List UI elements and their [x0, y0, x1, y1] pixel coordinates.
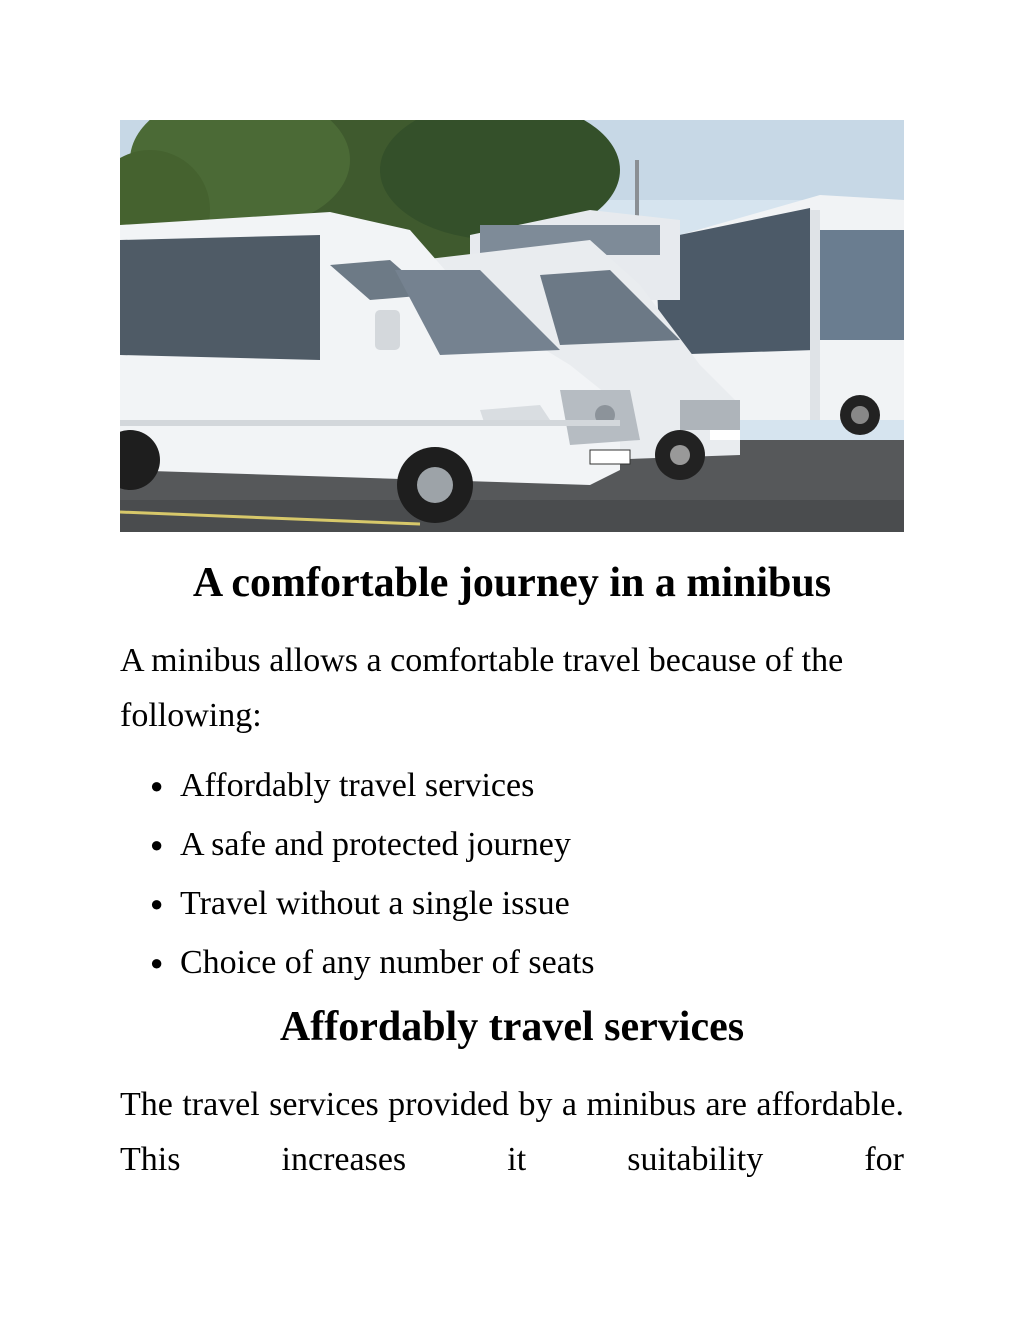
- list-item-text: A safe and protected journey: [180, 826, 571, 863]
- list-item: [150, 876, 595, 935]
- section-heading-affordable-services: Affordably travel services: [279, 1004, 745, 1050]
- affordable-paragraph: The travel services provided by a minibus are affordable. This increases it suitability for: [120, 1086, 904, 1178]
- section-heading-comfortable-journey: A comfortable journey in a minibus: [192, 560, 832, 606]
- list-item: [150, 817, 595, 876]
- minibus-photo: [120, 120, 904, 532]
- bullet-icon: ●: [150, 832, 164, 857]
- list-item-text: Affordably travel services: [180, 767, 535, 804]
- bullet-icon: ●: [150, 773, 164, 798]
- bullet-icon: ●: [150, 891, 164, 916]
- intro-paragraph: A minibus allows a comfortable travel because of the following:: [120, 642, 844, 734]
- benefits-list: [150, 758, 595, 994]
- list-item-text: Choice of any number of seats: [180, 944, 595, 981]
- list-item: [150, 935, 595, 994]
- bullet-icon: ●: [150, 950, 164, 975]
- list-item: [150, 758, 595, 817]
- list-item-text: Travel without a single issue: [180, 885, 570, 922]
